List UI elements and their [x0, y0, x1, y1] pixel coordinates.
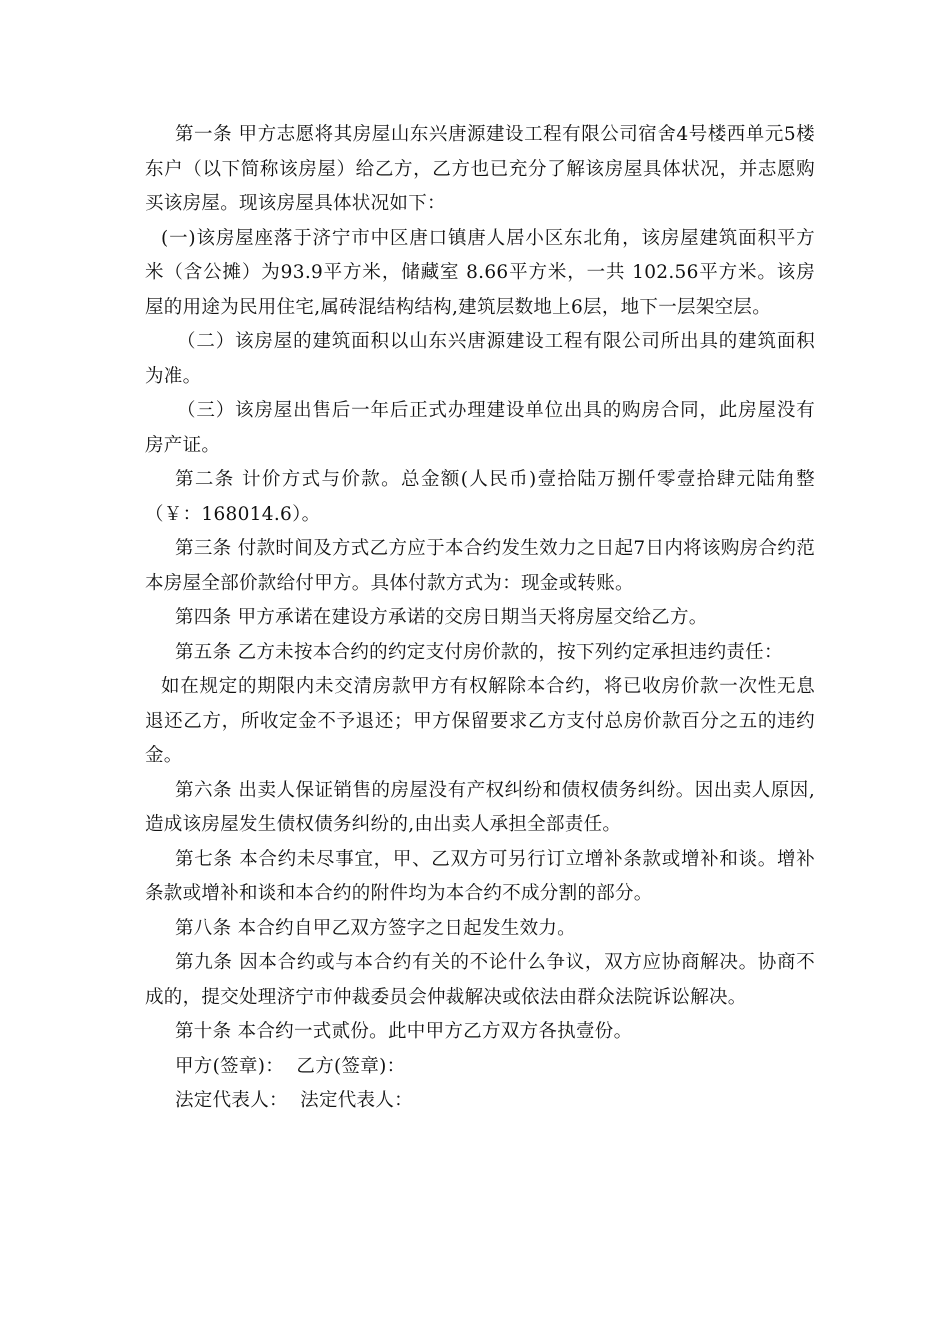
clause-1-item-2-paragraph: （二）该房屋的建筑面积以山东兴唐源建设工程有限公司所出具的建筑面积为准。 — [145, 331, 815, 387]
clause-3-paragraph: 第三条 付款时间及方式乙方应于本合约发生效力之日起7日内将该购房合约范本房屋全部价款给付甲方。具体付款方式为：现金或转账。 — [145, 538, 815, 594]
clause-1-item-1-paragraph: (一)该房屋座落于济宁市中区唐口镇唐人居小区东北角，该房屋建筑面积平方米（含公摊）为93.9平方米，储藏室 8.66平方米，一共 102.56平方米。该房屋的用途为民用住宅,属砖混结构结构,建筑层数地上6层，地下一层架空层。 — [145, 227, 815, 318]
clause-10-paragraph: 第十条 本合约一式贰份。此中甲方乙方双方各执壹份。 — [175, 1021, 633, 1042]
clause-1-item-3-paragraph: （三）该房屋出售后一年后正式办理建设单位出具的购房合同，此房屋没有房产证。 — [145, 400, 815, 456]
clause-6-paragraph: 第六条 出卖人保证销售的房屋没有产权纠纷和债权债务纠纷。因出卖人原因,造成该房屋发生债权债务纠纷的,由出卖人承担全部责任。 — [145, 779, 815, 835]
legal-representative-line: 法定代表人： 法定代表人： — [175, 1090, 413, 1111]
clause-1-paragraph: 第一条 甲方志愿将其房屋山东兴唐源建设工程有限公司宿舍4号楼西单元5楼东户（以下简称该房屋）给乙方，乙方也已充分了解该房屋具体状况，并志愿购买该房屋。现该房屋具体状况如下： — [145, 124, 815, 214]
clause-9-paragraph: 第九条 因本合约或与本合约有关的不论什么争议，双方应协商解决。协商不成的，提交处理济宁市仲裁委员会仲裁解决或依法由群众法院诉讼解决。 — [145, 952, 815, 1008]
clause-8-paragraph: 第八条 本合约自甲乙双方签字之日起发生效力。 — [175, 917, 576, 939]
clause-5-detail-paragraph: 如在规定的期限内未交清房款甲方有权解除本合约，将已收房价款一次性无息退还乙方，所收定金不予退还；甲方保留要求乙方支付总房价款百分之五的违约金。 — [145, 676, 815, 766]
clause-5-paragraph: 第五条 乙方未按本合约的约定支付房价款的，按下列约定承担违约责任： — [175, 641, 783, 663]
contract-body — [145, 118, 815, 1119]
clause-4-paragraph: 第四条 甲方承诺在建设方承诺的交房日期当天将房屋交给乙方。 — [175, 607, 708, 628]
clause-7-paragraph: 第七条 本合约未尽事宜，甲、乙双方可另行订立增补条款或增补和谈。增补条款或增补和谈和本合约的附件均为本合约不成分割的部分。 — [145, 848, 815, 904]
signature-line: 甲方(签章)： 乙方(签章)： — [175, 1055, 406, 1077]
clause-2-paragraph: 第二条 计价方式与价款。总金额(人民币)壹拾陆万捌仟零壹拾肆元陆角整（￥：168014.6）。 — [145, 469, 815, 525]
